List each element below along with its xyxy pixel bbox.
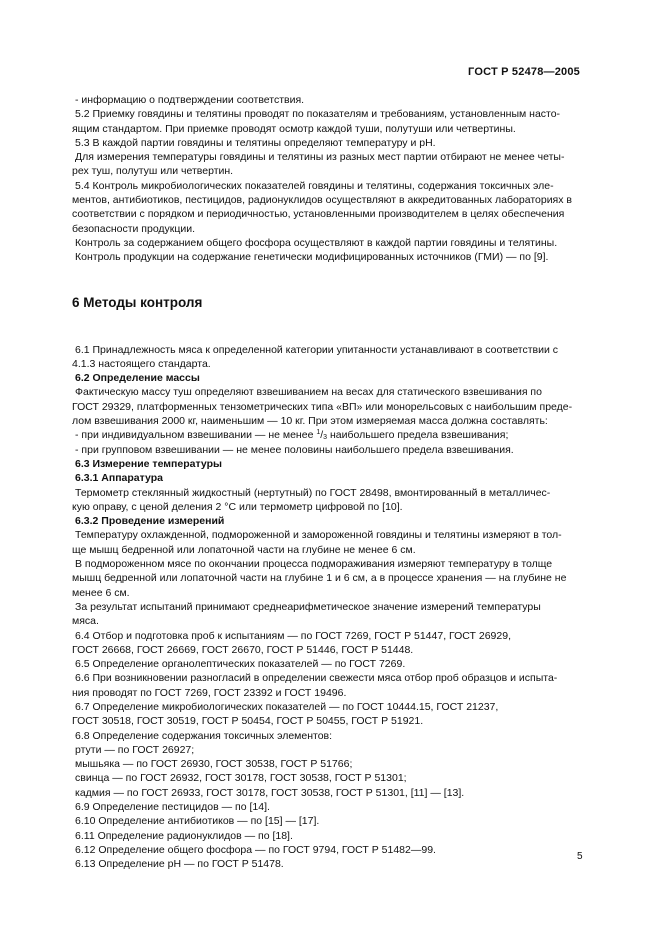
text-line: безопасности продукции. <box>72 222 196 235</box>
line: лом взвешивания 2000 кг, наименьшим — 10 кг. При этом измеряемая масса должна составлять: <box>72 415 548 428</box>
section-5-continuation <box>72 93 580 265</box>
text-line: ГОСТ 30518, ГОСТ 30519, ГОСТ Р 50454, ГОСТ Р 50455, ГОСТ Р 51921. <box>72 715 424 728</box>
text-line: 5.2 Приемку говядины и телятины проводят по показателям и требованиям, установленным насто- <box>75 108 561 121</box>
text-line: Контроль продукции на содержание генетически модифицированных источников (ГМИ) — по [9]. <box>75 251 549 264</box>
line: - при групповом взвешивании — не менее половины наибольшего предела взвешивания. <box>75 443 514 456</box>
text-line: 5.3 В каждой партии говядины и телятины определяют температуру и рН. <box>75 136 436 149</box>
line: ГОСТ 29329, платформенных тензометрических типа «ВП» или монорельсовых с наибольшим преде- <box>72 400 573 413</box>
text-line: ртути — по ГОСТ 26927; <box>75 743 195 756</box>
text-line: 6.9 Определение пестицидов — по [14]. <box>75 801 270 814</box>
heading-6-3: 6.3 Измерение температуры <box>75 457 222 470</box>
section-6-3-2-text <box>72 528 580 628</box>
text-line: свинца — по ГОСТ 26932, ГОСТ 30178, ГОСТ 30538, ГОСТ Р 51301; <box>75 772 407 785</box>
heading-6-3-2: 6.3.2 Проведение измерений <box>75 515 225 528</box>
text-line: Контроль за содержанием общего фосфора осуществляют в каждой партии говядины и телятины. <box>75 236 558 249</box>
fraction-denominator: 3 <box>323 434 328 442</box>
line-text: наибольшего предела взвешивания; <box>327 429 509 442</box>
paragraph-6-1: 6.1 Принадлежность мяса к определенной категории упитанности устанавливают в соответствии с <box>75 343 559 356</box>
text-line: ГОСТ 26668, ГОСТ 26669, ГОСТ 26670, ГОСТ Р 51446, ГОСТ Р 51448. <box>72 643 414 656</box>
heading-6-3-1: 6.3.1 Аппаратура <box>75 472 163 485</box>
text-line: 6.11 Определение радионуклидов — по [18]. <box>75 829 293 842</box>
text-line: 6.5 Определение органолептических показателей — по ГОСТ 7269. <box>75 658 406 671</box>
text-line: кадмия — по ГОСТ 26933, ГОСТ 30178, ГОСТ 30538, ГОСТ Р 51301, [11] — [13]. <box>75 786 465 799</box>
line-text: - при индивидуальном взвешивании — не менее <box>75 429 317 442</box>
text-line: Температуру охлажденной, подмороженной и замороженной говядины и телятины измеряют в тол- <box>75 529 562 542</box>
text-line: мышц бедренной или лопаточной части на глубине 1 и 6 см, а в процессе хранения — на глубине не <box>72 572 567 585</box>
heading-6-2: 6.2 Определение массы <box>75 372 200 385</box>
paragraph-6-1-cont: 4.1.3 настоящего стандарта. <box>72 357 211 370</box>
text-line: соответствии с порядком и периодичностью, установленными производителем в целях обеспечения <box>72 208 565 221</box>
text-line: 6.10 Определение антибиотиков — по [15] — [17]. <box>75 815 320 828</box>
text-line: ще мышц бедренной или лопаточной части на глубине не менее 6 см. <box>72 543 416 556</box>
line: Фактическую массу туш определяют взвешиванием на весах для статического взвешивания по <box>75 386 542 399</box>
fraction-numerator: 1 <box>316 429 321 437</box>
section-6-4-onwards <box>72 629 580 872</box>
text-line: 6.6 При возникновении разногласий в определении свежести мяса отбор проб образцов и испыта- <box>75 672 558 685</box>
text-line: 6.4 Отбор и подготовка проб к испытаниям — по ГОСТ 7269, ГОСТ Р 51447, ГОСТ 26929, <box>75 629 511 642</box>
section-title: 6 Методы контроля <box>72 294 203 310</box>
text-line: 6.7 Определение микробиологических показателей — по ГОСТ 10444.15, ГОСТ 21237, <box>75 700 499 713</box>
line-fraction: - при индивидуальном взвешивании — не менее $^1/_3$ наибольшего предела взвешивания; <box>75 429 509 442</box>
text-line: ния проводят по ГОСТ 7269, ГОСТ 23392 и ГОСТ 19496. <box>72 686 347 699</box>
document-body <box>72 93 580 872</box>
line: Термометр стеклянный жидкостный (нертутный) по ГОСТ 28498, вмонтированный в металличес- <box>75 486 551 499</box>
text-line: 5.4 Контроль микробиологических показателей говядины и телятины, содержания токсичных эле- <box>75 179 554 192</box>
text-line: мяса. <box>72 615 99 628</box>
text-line: мышьяка — по ГОСТ 26930, ГОСТ 30538, ГОСТ Р 51766; <box>75 758 353 771</box>
text-line: менее 6 см. <box>72 586 130 599</box>
text-line: ментов, антибиотиков, пестицидов, радионуклидов осуществляют в аккредитованных лабораториях в <box>72 194 572 207</box>
text-line: За результат испытаний принимают среднеарифметическое значение измерений температуры <box>75 600 541 613</box>
text-line: 6.8 Определение содержания токсичных элементов: <box>75 729 333 742</box>
text-line: 6.13 Определение рН — по ГОСТ Р 51478. <box>75 858 284 871</box>
document-header: ГОСТ Р 52478—2005 <box>468 66 580 78</box>
text-line: 6.12 Определение общего фосфора — по ГОСТ 9794, ГОСТ Р 51482—99. <box>75 843 436 856</box>
text-line: рех туш, полутуш или четвертин. <box>72 165 234 178</box>
line: кую оправу, с ценой деления 2 °С или термометр цифровой по [10]. <box>72 500 403 513</box>
text-line: ящим стандартом. При приемке проводят осмотр каждой туши, полутуши или четвертины. <box>72 122 516 135</box>
text-line: Для измерения температуры говядины и телятины из разных мест партии отбирают не менее четы- <box>75 151 565 164</box>
text-line: В подмороженном мясе по окончании процесса подмораживания измеряют температуру в толще <box>75 558 553 571</box>
page-number: 5 <box>577 851 583 862</box>
text-line: - информацию о подтверждении соответствия. <box>75 94 305 106</box>
